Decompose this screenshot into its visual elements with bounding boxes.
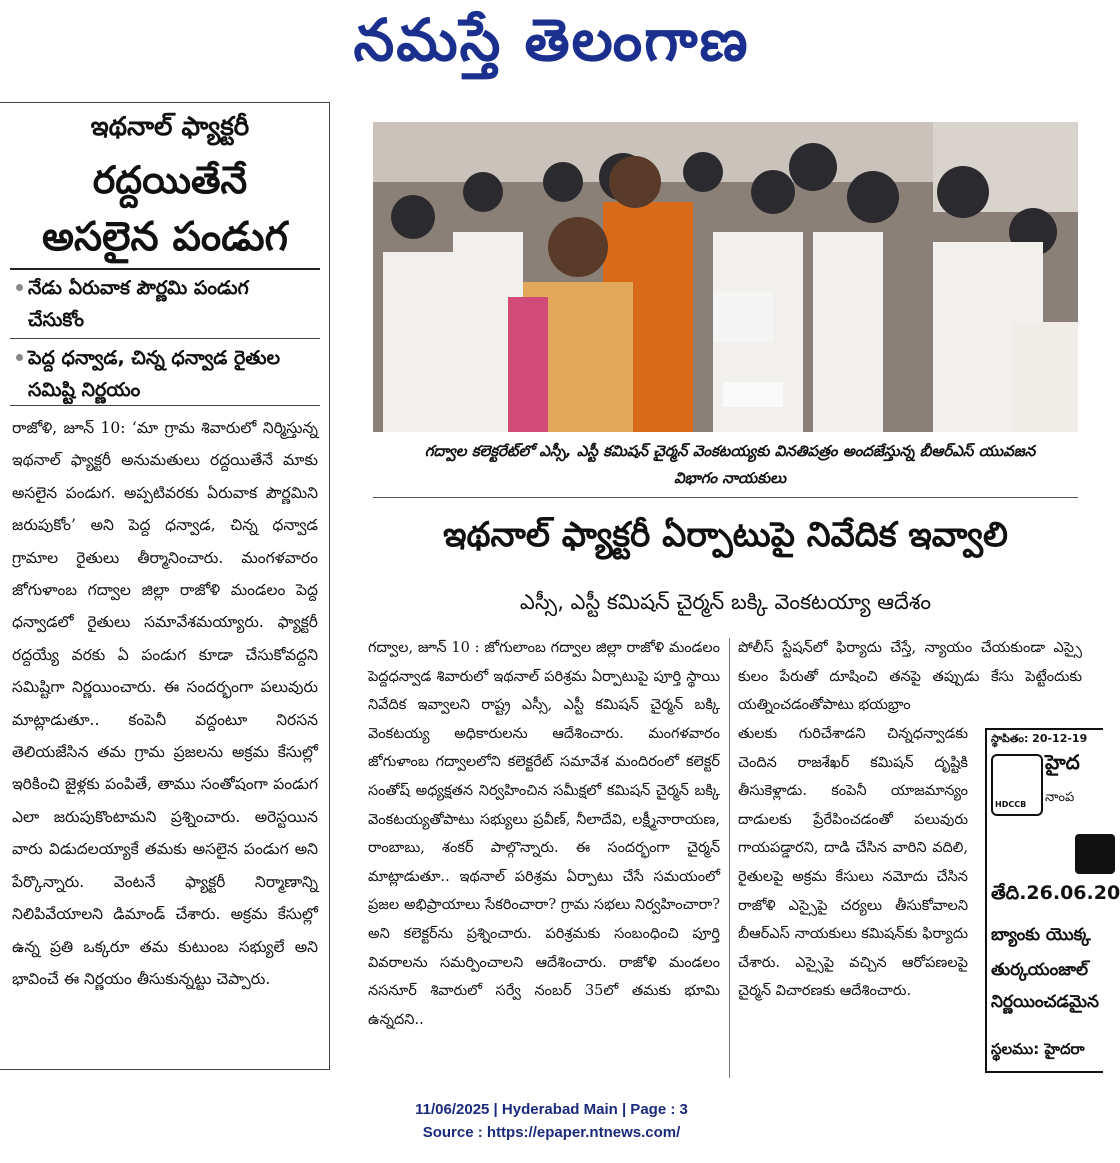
divider (373, 497, 1078, 498)
bullet-icon (16, 284, 23, 291)
left-bullet-1-text: నేడు ఏరువాక పౌర్ణమి పండుగ చేసుకోం (28, 277, 249, 331)
news-photo-illustration (373, 122, 1078, 432)
page-footer (0, 1098, 1103, 1144)
left-headline-line-2: రద్దయితేనే (92, 158, 248, 202)
ad-line-4: స్థలము: హైదరా (991, 1040, 1085, 1058)
left-bullet-2 (28, 342, 318, 406)
ad-date: తేది.26.06.20 (991, 882, 1120, 904)
footer-edition: 11/06/2025 | Hyderabad Main | Page : 3 (415, 1101, 688, 1118)
main-headline: ఇథనాల్ ఫ్యాక్టరీ ఏర్పాటుపై నివేదిక ఇవ్వాలి (443, 515, 1008, 555)
left-headline-line-1: ఇథనాల్ ఫ్యాక్టరీ (90, 112, 250, 142)
left-bullet-2-text: పెద్ద ధన్వాడ, చిన్న ధన్వాడ రైతుల సమిష్టి నిర్ణయం (28, 347, 281, 401)
main-subheadline: ఎస్సీ, ఎస్టీ కమిషన్ చైర్మన్ బక్కి వెంకటయ్యా ఆదేశం (519, 590, 932, 614)
bullet-icon (16, 354, 23, 361)
masthead (0, 0, 1103, 90)
divider (10, 405, 320, 406)
newspaper-title: నమస్తే తెలంగాణ (353, 6, 750, 74)
ad-bank-name: హైద (1045, 750, 1080, 774)
photo-caption: గద్వాల కలెక్టరేట్‌లో ఎస్సీ, ఎస్టీ కమిషన్ చైర్మన్ వెంకటయ్యకు వినతిపత్రం అందజేస్తున్న బీఆర్ఎస్ యువజన విభాగం నాయకులు (424, 442, 1036, 487)
divider (10, 338, 320, 339)
ad-line-1: బ్యాంకు యొక్క (991, 925, 1091, 945)
news-photo (373, 122, 1078, 432)
main-story-column-1: గద్వాల, జూన్ 10 : జోగులాంబ గద్వాల జిల్లా రాజోళి మండలం పెద్దధన్వాడ శివారులో ఇథనాల్ పరిశ్రమ ఏర్పాటుపై పూర్తి స్థాయి నివేదిక ఇవ్వాలని రాష్ట్ర ఎస్సీ, ఎస్టీ కమిషన్ చైర్మన్ బక్కి వెంకటయ్య అధికారులను ఆదేశించారు. మంగళవారం జోగుళాంబ గద్వాలలోని కలెక్టరేట్ సమావేశ మందిరంలో కలెక్టర్ సంతోష్ అధ్యక్షతన నిర్వహించిన సమీక్షలో కమిషన్ చైర్మన్ బక్కి వెంకటయ్యతోపాటు సభ్యులు ప్రవీణ్, నీలాదేవి, లక్ష్మీనారాయణ, రాంబాబు, శంకర్ పాల్గొన్నారు. ఈ సందర్భంగా చైర్మన్ మాట్లాడుతూ.. ఇథనాల్ పరిశ్రమ ఏర్పాటు చేసే సమయంలో ప్రజల అభిప్రాయాలు సేకరించారా? గ్రామ సభలు నిర్వహించారా? అని కలెక్టర్‌ను ప్రశ్నించారు. పరిశ్రమకు సంబంధించి పూర్తి వివరాలను సమర్పించాలని ఆదేశించారు. రాజోళి మండలం నసనూర్ శివారులో సర్వే నంబర్ 35లో తమకు భూమి ఉన్నదని.. (368, 640, 720, 1028)
bank-logo-text: HDCCB (995, 800, 1027, 809)
main-story-column-2-rest: తులకు గురిచేశాడని చిన్నధన్వాడకు చెందిన రాజశేఖర్ కమిషన్ దృష్టికి తీసుకెళ్లాడు. కంపెనీ యాజమాన్యం దాడులకు ప్రేరేపించడంతో పలువురు గాయపడ్డారని, దాడి చేసిన వారిని వదిలి, రైతులపై అక్రమ కేసులు నమోదు చేసిన రాజోళి ఎస్సైపై చర్యలు తీసుకోవాలని బీఆర్ఎస్ నాయకులు కమిషన్‌కు ఫిర్యాదు చేశారు. ఎస్సైపై వచ్చిన ఆరోపణలపై చైర్మన్ విచారణకు ఆదేశించారు. (738, 726, 968, 1000)
column-divider (729, 638, 730, 1078)
footer-source[interactable]: Source : https://epaper.ntnews.com/ (422, 1124, 681, 1141)
ad-established: స్థాపితం: 20-12-19 (991, 732, 1088, 745)
left-headline-line-3: అసలైన పండుగ (42, 214, 288, 260)
ad-place: నాంప (1045, 790, 1075, 805)
left-bullet-1 (28, 272, 308, 336)
divider (10, 268, 320, 270)
left-story-body: రాజోళి, జూన్ 10: ‘మా గ్రామ శివారులో నిర్మిస్తున్న ఇథనాల్ ఫ్యాక్టరీ అనుమతులు రద్దయితేనే మాకు అసలైన పండుగ. అప్పటివరకు ఏరువాక పౌర్ణమిని జరుపుకోం’ అని పెద్ద ధన్వాడ, చిన్న ధన్వాడ గ్రామాల రైతులు తీర్మానించారు. మంగళవారం జోగుళాంబ గద్వాల జిల్లా రాజోళి మండలం పెద్ద ధన్వాడలో రైతులు సమావేశమయ్యారు. ఫ్యాక్టరీ రద్దయ్యే వరకు ఏ పండుగ కూడా చేసుకోవద్దని సమిష్టిగా నిర్ణయించారు. ఈ సందర్భంగా పలువురు మాట్లాడుతూ.. కంపెనీ వద్దంటూ నిరసన తెలియజేసిన తమ గ్రామ ప్రజలను అక్రమ కేసుల్లో ఇరికించి జైళ్లకు పంపితే, తాము సంతోషంగా పండుగ ఎలా జరుపుకొంటామని ప్రశ్నించారు. అరెస్టయిన వారు విడుదలయ్యాకే తమకు అసలైన పండుగ అని పేర్కొన్నారు. వెంటనే ఫ్యాక్టరీ నిర్మాణాన్ని నిలిపివేయాలని డిమాండ్ చేశారు. అక్రమ కేసుల్లో ఉన్న ప్రతి ఒక్కరూ తమ కుటుంబ సభ్యులే అని భావించే ఈ నిర్ణయం తీసుకున్నట్టు చెప్పారు. (12, 419, 318, 988)
ad-badge (1075, 834, 1115, 874)
ad-line-3: నిర్ణయించడమైన (991, 992, 1099, 1012)
main-story-column-2-top: పోలీస్ స్టేషన్‌లో ఫిర్యాదు చేస్తే, న్యాయం చేయకుండా ఎస్సై కులం పేరుతో దూషించి తనపై తప్పుడు కేసు పెట్టేందుకు యత్నించడంతోపాటు భయభ్రాం (738, 640, 1082, 714)
ad-line-2: తుర్కయంజాల్ (991, 960, 1089, 980)
bank-advertisement (985, 728, 1120, 1073)
